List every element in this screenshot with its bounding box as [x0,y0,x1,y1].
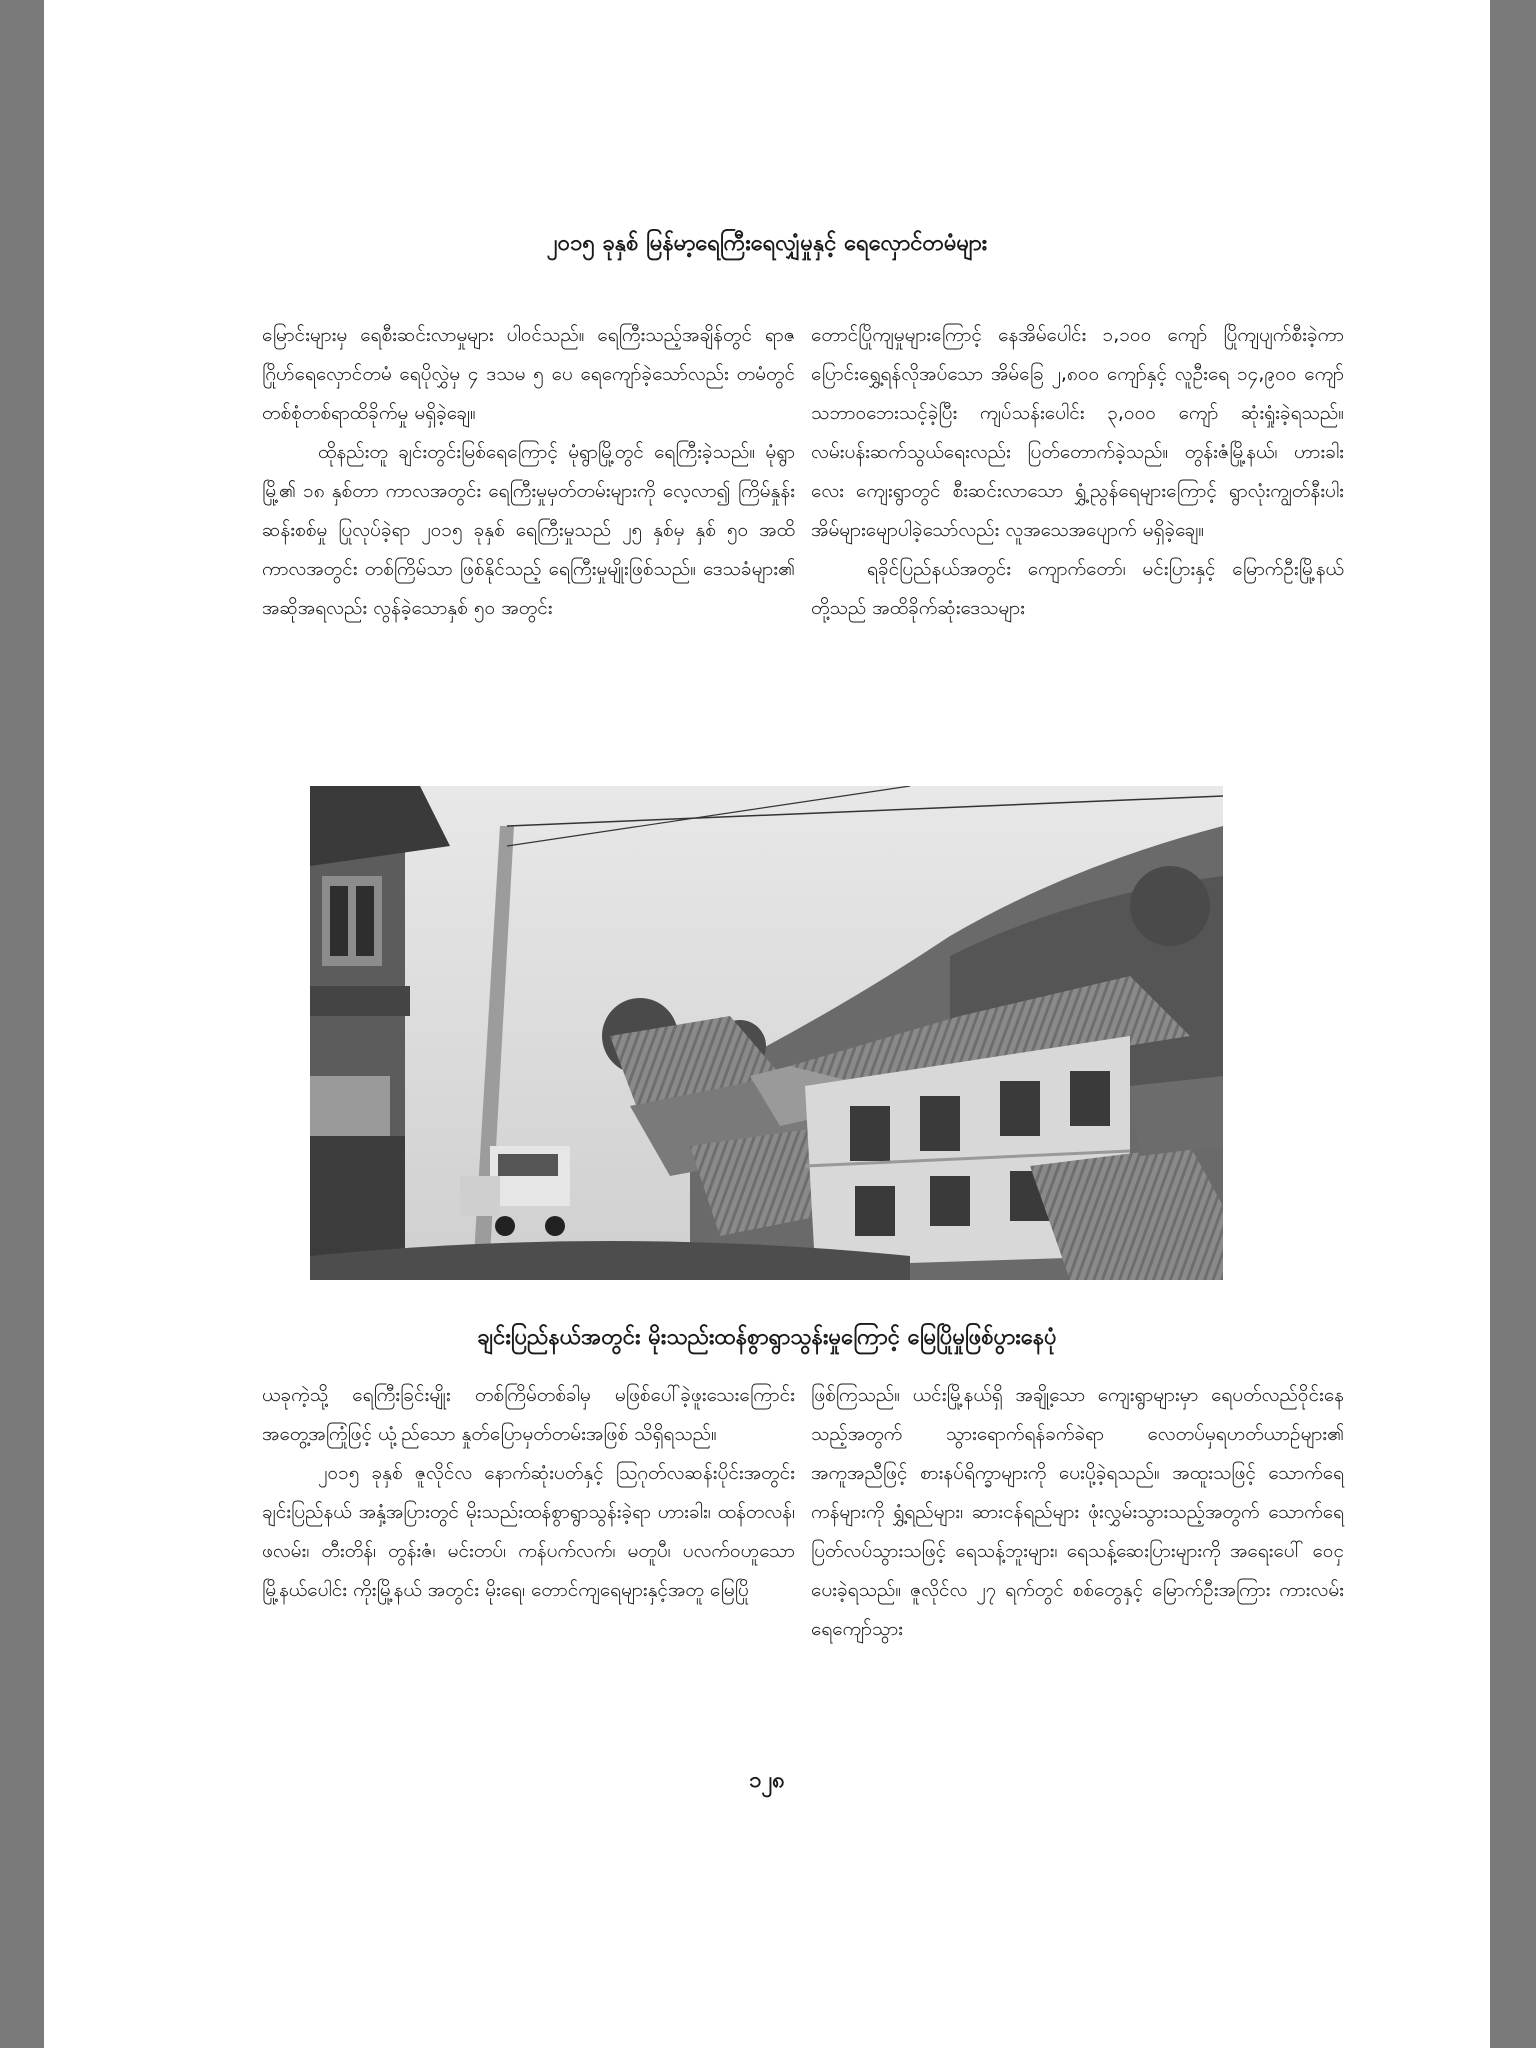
paragraph: တောင်ပြိုကျမှုများကြောင့် နေအိမ်ပေါင်း ၁,၁၀၀ ကျော် ပြိုကျပျက်စီးခဲ့ကာ ပြောင်းရွှေ့ရန်လိုအပ်သော အိမ်ခြေ ၂,၈၀၀ ကျော်နှင့် လူဦးရေ ၁၄,၉၀၀ ကျော် သဘာဝဘေးသင့်ခဲ့ပြီး ကျပ်သန်းပေါင်း ၃,၀၀၀ ကျော် ဆုံးရှုံးခဲ့ရသည်။ လမ်းပန်းဆက်သွယ်ရေးလည်း ပြတ်တောက်ခဲ့သည်။ တွန်းဇံမြို့နယ်၊ ဟားခါးလေး ကျေးရွာတွင် စီးဆင်းလာသော ရွှံ့ညွန်ရေများကြောင့် ရွာလုံးကျွတ်နီးပါး အိမ်များမျောပါခဲ့သော်လည်း လူအသေအပျောက် မရှိခဲ့ချေ။ [811,324,1344,541]
paragraph: ထိုနည်းတူ ချင်းတွင်းမြစ်ရေကြောင့် မုံရွာမြို့တွင် ရေကြီးခဲ့သည်။ မုံရွာမြို့၏ ၁၈ နှစ်တာ ကာလအတွင်း ရေကြီးမှုမှတ်တမ်းများကို လေ့လာ၍ ကြိမ်နှုန်းဆန်းစစ်မှု ပြုလုပ်ခဲ့ရာ ၂၀၁၅ ခုနှစ် ရေကြီးမှုသည် ၂၅ နှစ်မှ နှစ် ၅၀ အထိ ကာလအတွင်း တစ်ကြိမ်သာ ဖြစ်နိုင်သည့် ရေကြီးမှုမျိုးဖြစ်သည်။ ဒေသခံများ၏ အဆိုအရလည်း လွန်ခဲ့သောနှစ် ၅၀ အတွင်း [262,441,795,619]
page-number: ၁၂၈ [749,1768,785,1793]
top-right-column [811,316,1344,628]
section-heading: ၂၀၁၅ ခုနှစ် မြန်မာ့ရေကြီးရေလျှံမှုနှင့် ရေလှောင်တမံများ [546,231,988,256]
paragraph: ၂၀၁၅ ခုနှစ် ဇူလိုင်လ နောက်ဆုံးပတ်နှင့် ဩဂုတ်လဆန်းပိုင်းအတွင်း ချင်းပြည်နယ် အနှံ့အပြားတွင် မိုးသည်းထန်စွာရွာသွန်းခဲ့ရာ ဟားခါး၊ ထန်တလန်၊ ဖလမ်း၊ တီးတိန်၊ တွန်းဇံ၊ မင်းတပ်၊ ကန်ပက်လက်၊ မတူပီ၊ ပလက်ဝဟူသော မြို့နယ်ပေါင်း ကိုးမြို့နယ် အတွင်း မိုးရေ၊ တောင်ကျရေများနှင့်အတူ မြေပြို [262,1462,795,1601]
paragraph: ရခိုင်ပြည်နယ်အတွင်း ကျောက်တော်၊ မင်းပြားနှင့် မြောက်ဦးမြို့နယ်တို့သည် အထိခိုက်ဆုံးဒေသများ [811,558,1344,619]
landslide-photo [310,786,1223,1280]
bottom-right-column [811,1376,1344,1649]
paragraph: ယခုကဲ့သို့ ရေကြီးခြင်းမျိုး တစ်ကြိမ်တစ်ခါမှ မဖြစ်ပေါ်ခဲ့ဖူးသေးကြောင်း အတွေ့အကြုံဖြင့် ယုံ့ည်သော နှုတ်ပြောမှတ်တမ်းအဖြစ် သိရှိရသည်။ [262,1384,795,1445]
top-left-column [262,316,795,628]
bottom-left-column [262,1376,795,1610]
document-page [44,0,1490,2048]
paragraph: ဖြစ်ကြသည်။ ယင်းမြို့နယ်ရှိ အချို့သော ကျေးရွာများမှာ ရေပတ်လည်ဝိုင်းနေသည့်အတွက် သွားရောက်ရန်ခက်ခဲရာ လေတပ်မှရဟတ်ယာဉ်များ၏ အကူအညီဖြင့် စားနပ်ရိက္ခာများကို ပေးပို့ခဲ့ရသည်။ အထူးသဖြင့် သောက်ရေကန်များကို ရွှံ့ရည်များ၊ ဆားငန်ရည်များ ဖုံးလွှမ်းသွားသည့်အတွက် သောက်ရေပြတ်လပ်သွားသဖြင့် ရေသန့်ဘူးများ၊ ရေသန့်ဆေးပြားများကို အရေးပေါ် ဝေငှပေးခဲ့ရသည်။ ဇူလိုင်လ ၂၇ ရက်တွင် စစ်တွေနှင့် မြောက်ဦးအကြား ကားလမ်းရေကျော်သွား [811,1384,1344,1640]
photo-caption: ချင်းပြည်နယ်အတွင်း မိုးသည်းထန်စွာရွာသွန်းမှုကြောင့် မြေပြိုမှုဖြစ်ပွားနေပုံ [477,1325,1057,1350]
paragraph: မြောင်းများမှ ရေစီးဆင်းလာမှုများ ပါဝင်သည်။ ရေကြီးသည့်အချိန်တွင် ရာဇဂြိုဟ်ရေလှောင်တမံ ရေပိုလွှဲမှ ၄ ဒသမ ၅ ပေ ရေကျော်ခဲ့သော်လည်း တမံတွင် တစ်စုံတစ်ရာထိခိုက်မှု မရှိခဲ့ချေ။ [262,324,795,424]
